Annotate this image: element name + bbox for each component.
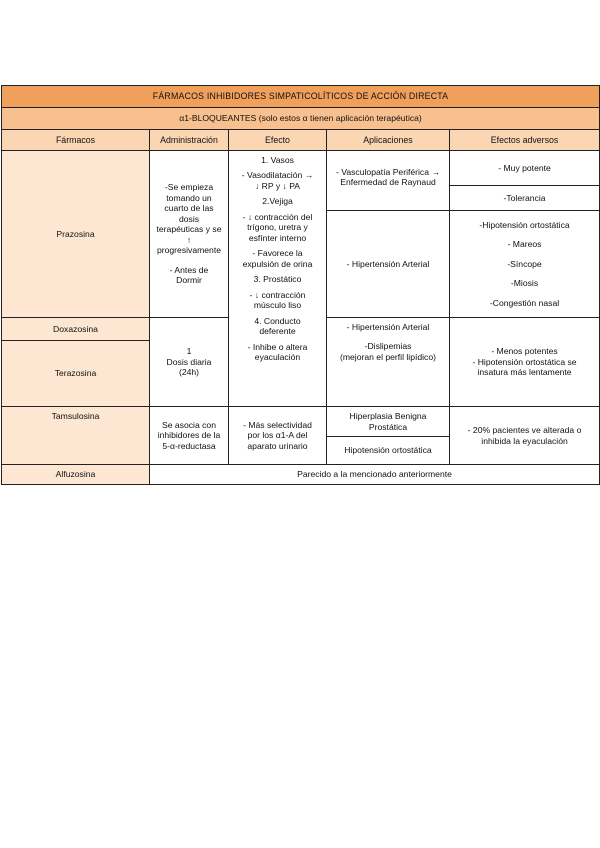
text-line: - Vasculopatía Periférica → xyxy=(336,167,440,177)
header-efecto: Efecto xyxy=(229,130,327,151)
text-line: - ↓ contracción xyxy=(249,289,306,300)
drug-prazosina: Prazosina xyxy=(2,151,150,318)
prazosina-aplicacion-hta: - Hipertensión Arterial xyxy=(327,211,450,318)
text-line: - Favorece la xyxy=(252,248,303,259)
efecto-heading: 2.Vejiga xyxy=(262,196,293,207)
text-line: (24h) xyxy=(178,367,200,378)
list-item: - Mareos xyxy=(507,239,542,250)
table-subtitle: α1-BLOQUEANTES (solo estos α tienen aplicación terapéutica) xyxy=(2,108,600,130)
adverso-tolerancia: -Tolerancia xyxy=(450,186,600,211)
header-aplicaciones: Aplicaciones xyxy=(327,130,450,151)
text-line: inhibida la eyaculación xyxy=(481,435,568,446)
text-line: - ↓ contracción del xyxy=(242,211,313,222)
text-line: músculo liso xyxy=(253,300,302,311)
adversos-prazosina-list xyxy=(450,211,600,318)
drug-tamsulosina: Tamsulosina xyxy=(2,407,150,465)
adverso-muy-potente: - Muy potente xyxy=(450,151,600,186)
text-line: Hiperplasia Benigna xyxy=(349,411,427,422)
text-line: ↓ RP y ↓ PA xyxy=(254,180,301,191)
list-item: -Miosis xyxy=(510,278,539,289)
subtitle-row xyxy=(2,108,600,130)
text-line: esfínter interno xyxy=(248,232,307,243)
drug-doxazosina: Doxazosina xyxy=(2,318,150,341)
tamsulosina-aplicacion-hbp xyxy=(327,407,450,437)
text-line: - Antes de xyxy=(169,264,209,275)
text-line: (mejoran el perfil lipídico) xyxy=(340,351,436,362)
header-row xyxy=(2,130,600,151)
text-line: terapéuticas y se xyxy=(156,224,222,235)
prazosina-aplicacion-vasculopatia xyxy=(327,151,450,211)
doxa-tera-administracion xyxy=(150,318,229,407)
text-line: -Se empieza xyxy=(164,182,214,193)
text-line: Prostática xyxy=(368,421,408,432)
drug-table xyxy=(1,85,600,485)
doxa-tera-aplicaciones xyxy=(327,318,450,407)
title-row xyxy=(2,86,600,108)
efecto-heading: 4. Conducto xyxy=(254,315,301,326)
doxa-tera-adversos xyxy=(450,318,600,407)
text-line: - Hipertensión Arterial xyxy=(346,322,430,332)
list-item: -Síncope xyxy=(507,258,542,269)
tamsulosina-administracion xyxy=(150,407,229,465)
text-line: deferente xyxy=(259,326,296,337)
text-line: dosis xyxy=(178,213,200,224)
text-line: - Inhibe o altera xyxy=(247,341,308,352)
text-line: Dormir xyxy=(176,275,202,286)
efecto-heading: 1. Vasos xyxy=(261,155,294,165)
text-line: expulsión de orina xyxy=(242,258,313,269)
text-line: -Dislipemias xyxy=(364,341,412,352)
text-line: 1 xyxy=(186,346,192,357)
text-line: progresivamente xyxy=(156,245,221,256)
text-line: cuarto de las xyxy=(164,203,214,214)
text-line: 5-α-reductasa xyxy=(162,440,216,451)
text-line: inhibidores de la xyxy=(157,430,221,441)
text-line: - Más selectividad xyxy=(243,419,312,430)
text-line: insatura más lentamente xyxy=(477,367,572,378)
alfuzosina-note: Parecido a la mencionado anteriormente xyxy=(150,465,600,485)
text-line: eyaculación xyxy=(254,352,301,363)
efecto-heading: 3. Prostático xyxy=(253,274,302,285)
table-row xyxy=(2,151,600,186)
text-line: aparato urinario xyxy=(247,440,308,451)
text-line: tomando un xyxy=(166,192,212,203)
table-title: FÁRMACOS INHIBIDORES SIMPATICOLÍTICOS DE ACCIÓN DIRECTA xyxy=(2,86,600,108)
text-line: Enfermedad de Raynaud xyxy=(340,177,436,188)
header-efectos-adversos: Efectos adversos xyxy=(450,130,600,151)
tamsulosina-aplicacion-hipotension: Hipotensión ortostática xyxy=(327,437,450,465)
drug-terazosina: Terazosina xyxy=(2,341,150,407)
table-row xyxy=(2,465,600,485)
header-administracion: Administración xyxy=(150,130,229,151)
text-line: trígono, uretra y xyxy=(247,222,308,233)
text-line: - Vasodilatación → xyxy=(241,170,314,181)
tamsulosina-efecto xyxy=(229,407,327,465)
document xyxy=(1,85,599,485)
text-line: - 20% pacientes ve alterada o xyxy=(467,425,582,436)
drug-alfuzosina: Alfuzosina xyxy=(2,465,150,485)
prazosina-administracion xyxy=(150,151,229,318)
text-line: Dosis diaria xyxy=(166,356,212,367)
list-item: -Hipotensión ortostática xyxy=(479,219,570,230)
text-line: Se asocia con xyxy=(162,419,216,430)
text-line: por los α1-A del xyxy=(247,430,308,441)
efecto-cell xyxy=(229,151,327,407)
tamsulosina-adversos xyxy=(450,407,600,465)
header-farmacos: Fármacos xyxy=(2,130,150,151)
up-arrow: ↑ xyxy=(186,234,192,245)
text-line: - Menos potentes xyxy=(491,346,558,357)
text-line: - Hipotensión ortostática se xyxy=(472,356,577,367)
table-row xyxy=(2,407,600,437)
list-item: -Congestión nasal xyxy=(489,297,560,308)
